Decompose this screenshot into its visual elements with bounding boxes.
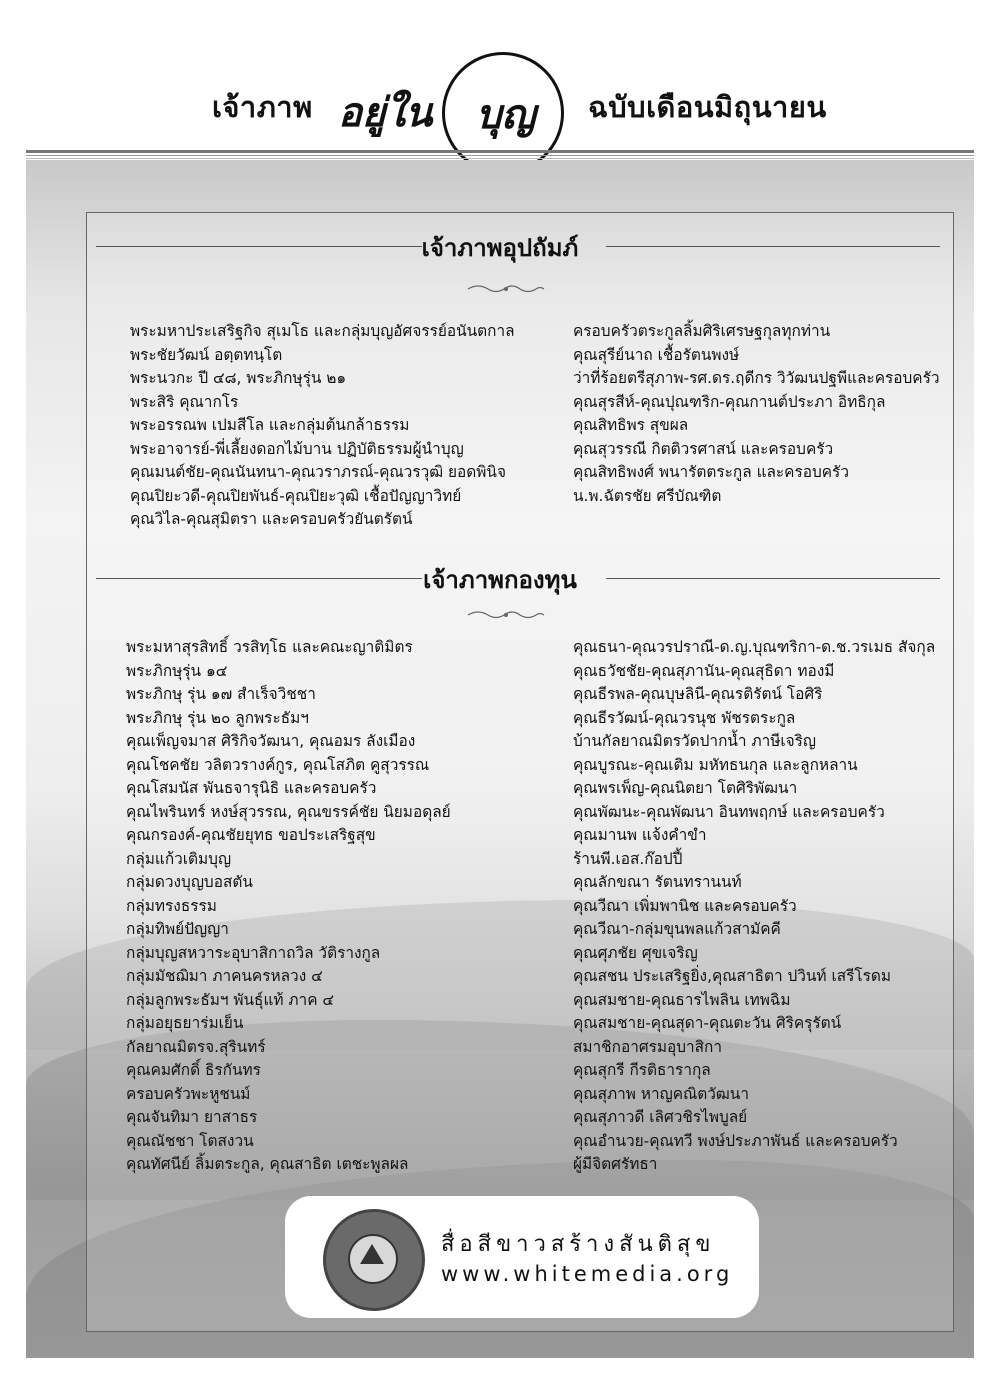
- list-item: คุณสุภาพ หาญคณิตวัฒนา: [573, 1084, 749, 1103]
- list-item: คุณโสมนัส พันธจารุนิธิ และครอบครัว: [126, 779, 377, 797]
- list-item: คุณกรองค์-คุณชัยยุทธ ขอประเสริฐสุข: [126, 826, 376, 844]
- list-item: คุณทัศนีย์ ลิ้มตระกูล, คุณสาธิต เตชะพูลผล: [126, 1155, 409, 1173]
- list-item: คุณวีณา เพิ่มพานิช และครอบครัว: [573, 896, 797, 915]
- list-item: คุณสิทธิพร สุขผล: [573, 416, 689, 434]
- header-rule: [26, 158, 974, 159]
- list-item: น.พ.ฉัตรชัย ศรีบัณฑิต: [573, 486, 722, 505]
- list-item: พระภิกษุ รุ่น ๒๐ ลูกพระธัมฯ: [126, 708, 309, 727]
- list-item: คุณโชคชัย วลิตวรางค์กูร, คุณโสภิต คูสุวรรณ: [126, 755, 430, 774]
- list-item: คุณสิทธิพงศ์ พนารัตตระกูล และครอบครัว: [573, 463, 849, 481]
- list-item: คุณวีณา-กลุ่มขุนพลแก้วสามัคคี: [573, 920, 781, 938]
- list-item: คุณจันทิมา ยาสาธร: [126, 1108, 258, 1126]
- list-item: คุณสมชาย-คุณธารไพลิน เทพฉิม: [573, 990, 791, 1009]
- list-item: คุณสุภาวดี เลิศวชิรไพบูลย์: [573, 1108, 748, 1126]
- list-item: คุณธนา-คุณวรปราณี-ด.ญ.บุณฑริกา-ด.ช.วรเมธ สัจกุล: [573, 638, 936, 656]
- list-item: คุณปิยะวดี-คุณปิยพันธ์-คุณปิยะวุฒิ เชื้อปัญญาวิทย์: [130, 486, 462, 505]
- header-left-text: เจ้าภาพ: [212, 90, 313, 124]
- list-item: พระชัยวัฒน์ อตฺตทนฺโต: [130, 345, 283, 364]
- list-item: กลุ่มมัชฌิมา ภาคนครหลวง ๔: [126, 967, 323, 985]
- header-rule: [26, 155, 974, 156]
- list-item: บ้านกัลยาณมิตรวัดปากน้ำ ภาษีเจริญ: [573, 732, 817, 750]
- list-item: พระภิกษุรุ่น ๑๔: [126, 661, 228, 680]
- fund-list-right: [573, 636, 935, 1177]
- sponsor-list-left: [130, 320, 515, 532]
- white-media-emblem-icon: [323, 1209, 425, 1311]
- list-item: พระอรรณพ เปมสีโล และกลุ่มต้นกล้าธรรม: [130, 416, 410, 434]
- list-item: กลุ่มอยุธยาร่มเย็น: [126, 1014, 244, 1032]
- list-item: คุณพัฒนะ-คุณพัฒนา อินทพฤกษ์ และครอบครัว: [573, 802, 885, 821]
- list-item: คุณเพ็ญจมาส ศิริกิจวัฒนา, คุณอมร ลังเมือง: [126, 732, 416, 750]
- page-header: [0, 0, 1000, 160]
- list-item: ว่าที่ร้อยตรีสุภาพ-รศ.ดร.ฤดีกร วิวัฒนปฐพีและครอบครัว: [573, 369, 940, 387]
- list-item: คุณสุรีย์นาถ เชื้อรัตนพงษ์: [573, 345, 740, 364]
- logo-word-2: บุญ: [476, 91, 536, 138]
- ornament-icon: [466, 282, 546, 296]
- footer-banner: [285, 1196, 759, 1318]
- list-item: ครอบครัวตระกูลลิ้มศิริเศรษฐกุลทุกท่าน: [573, 322, 831, 340]
- section-title-sponsors: เจ้าภาพอุปถัมภ์: [421, 234, 579, 262]
- list-item: กลุ่มดวงบุญบอสตัน: [126, 873, 253, 891]
- list-item: คุณธีรพล-คุณบุษลินี-คุณรติรัตน์ โอศิริ: [573, 685, 823, 703]
- list-item: กลุ่มบุญสหวาระอุบาสิกาถวิล วัติรางกูล: [126, 943, 381, 962]
- list-item: คุณมานพ แจ้งคำขำ: [573, 826, 707, 844]
- list-item: พระภิกษุ รุ่น ๑๗ สำเร็จวิชชา: [126, 685, 316, 703]
- list-item: กลุ่มลูกพระธัมฯ พันธุ์แท้ ภาค ๔: [126, 990, 335, 1009]
- list-item: คุณไพรินทร์ หงษ์สุวรรณ, คุณขรรค์ชัย นิยมอดุลย์: [126, 802, 451, 821]
- list-item: คุณมนต์ชัย-คุณนันทนา-คุณวราภรณ์-คุณวรวุฒิ ยอดพินิจ: [130, 463, 506, 481]
- list-item: สมาชิกอาศรมอุบาสิกา: [573, 1037, 723, 1056]
- list-item: ร้านพี.เอส.ก๊อปปี้: [573, 849, 683, 868]
- list-item: กลุ่มแก้วเติมบุญ: [126, 849, 232, 868]
- list-item: กลุ่มทรงธรรม: [126, 896, 217, 915]
- list-item: คุณสุรสีห์-คุณปุณฑริก-คุณกานต์ประภา อิทธิกุล: [573, 392, 886, 411]
- list-item: คุณลักขณา รัตนทรานนท์: [573, 873, 742, 891]
- list-item: คุณพรเพ็ญ-คุณนิตยา โตศิริพัฒนา: [573, 779, 798, 797]
- sponsor-list-right: [573, 320, 939, 508]
- list-item: คุณวิไล-คุณสุมิตรา และครอบครัวยันตรัตน์: [130, 510, 413, 528]
- list-item: คุณธีรวัฒน์-คุณวรนุช พัชรตระกูล: [573, 708, 796, 727]
- list-item: กลุ่มทิพย์ปัญญา: [126, 920, 229, 938]
- list-item: คุณณัชชา โตสงวน: [126, 1131, 254, 1150]
- list-item: พระมหาประเสริฐกิจ สุเมโธ และกลุ่มบุญอัศจรรย์อนันตกาล: [130, 322, 515, 340]
- list-item: คุณคมศักดิ์ ธิรกันทร: [126, 1061, 261, 1079]
- fund-list-left: [126, 636, 451, 1177]
- list-item: คุณธวัชชัย-คุณสุภานัน-คุณสุธิดา ทองมี: [573, 661, 835, 680]
- list-item: ครอบครัวพะหูชนม์: [126, 1084, 251, 1103]
- list-item: พระมหาสุรสิทธิ์ วรสิทฺโธ และคณะญาติมิตร: [126, 638, 413, 656]
- list-item: คุณสุกรี กีรติธารากุล: [573, 1061, 711, 1079]
- list-item: คุณอำนวย-คุณทวี พงษ์ประภาพันธ์ และครอบครัว: [573, 1131, 898, 1150]
- list-item: กัลยาณมิตรจ.สุรินทร์: [126, 1037, 266, 1056]
- list-item: คุณบูรณะ-คุณเติม มหัทธนกุล และลูกหลาน: [573, 755, 858, 774]
- list-item: คุณศุภชัย ศุขเจริญ: [573, 943, 698, 962]
- list-item: ผู้มีจิตศรัทธา: [573, 1155, 658, 1173]
- footer-slogan: สื่อสีขาวสร้างสันติสุข: [441, 1232, 716, 1257]
- list-item: คุณสชน ประเสริฐยิ่ง,คุณสาธิตา ปวินท์ เสรีโรดม: [573, 967, 892, 985]
- list-item: พระอาจารย์-พี่เลี้ยงดอกไม้บาน ปฏิบัติธรรมผู้นำบุญ: [130, 439, 464, 458]
- list-item: พระนวกะ ปี ๔๘, พระภิกษุรุ่น ๒๑: [130, 369, 347, 387]
- list-item: คุณสุวรรณี กิตติวรศาสน์ และครอบครัว: [573, 439, 834, 458]
- header-rule: [26, 150, 974, 153]
- section-title-fund-hosts: เจ้าภาพกองทุน: [423, 566, 577, 594]
- list-item: คุณสมชาย-คุณสุดา-คุณตะวัน ศิริครุรัตน์: [573, 1014, 842, 1032]
- logo-word-1: อยู่ใน: [338, 89, 433, 136]
- footer-url[interactable]: www.whitemedia.org: [441, 1262, 734, 1286]
- ornament-icon: [466, 608, 546, 622]
- header-issue-text: ฉบับเดือนมิถุนายน: [588, 90, 827, 124]
- list-item: พระสิริ คุณากโร: [130, 392, 239, 411]
